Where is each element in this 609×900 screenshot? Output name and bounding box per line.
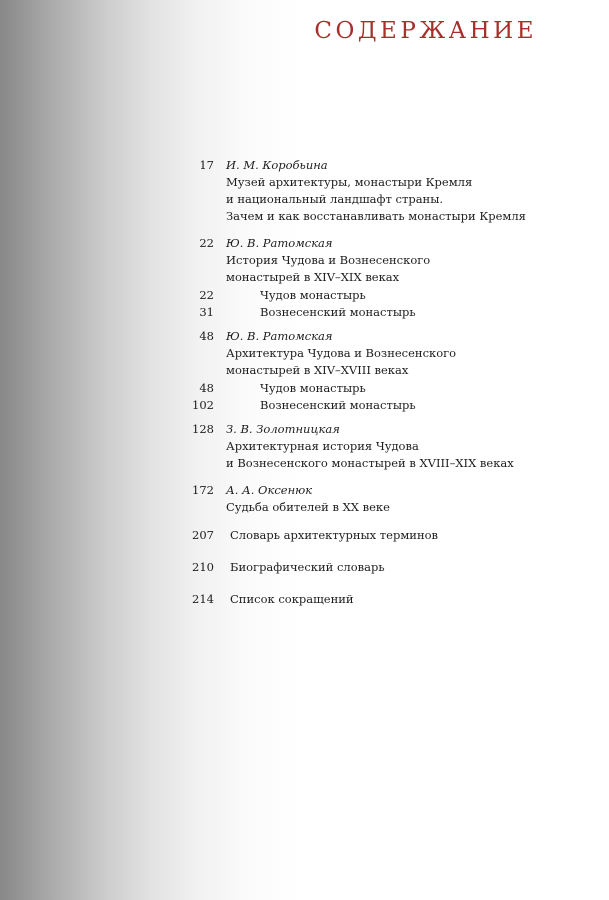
toc-title-line: и национальный ландшафт страны. [226, 192, 444, 206]
toc-page-number: 214 [192, 592, 214, 606]
toc-page-number: 128 [192, 422, 214, 436]
toc-sub-title: Чудов монастырь [260, 288, 366, 302]
toc-page-number: 22 [199, 236, 214, 250]
toc-page-number: 48 [199, 329, 214, 343]
toc-author: Ю. В. Ратомская [226, 236, 333, 250]
toc-author: А. А. Оксенюк [226, 483, 313, 497]
toc-sub-title: Вознесенский монастырь [260, 305, 416, 319]
toc-sub-page-number: 48 [199, 381, 214, 395]
toc-page-number: 210 [192, 560, 214, 574]
toc-sub-title: Вознесенский монастырь [260, 398, 416, 412]
toc-author: З. В. Золотницкая [226, 422, 340, 436]
toc-title-line: и Вознесенского монастырей в XVIII–XIX веках [226, 456, 514, 470]
toc-title-line: монастырей в XIV–XVIII веках [226, 363, 409, 377]
toc-title-line: Зачем и как восстанавливать монастыри Кремля [226, 209, 526, 223]
toc-sub-page-number: 102 [192, 398, 214, 412]
toc-title-line: Судьба обителей в XX веке [226, 500, 390, 514]
toc-author: Ю. В. Ратомская [226, 329, 333, 343]
toc-title-line: Архитектурная история Чудова [226, 439, 419, 453]
toc-sub-page-number: 22 [199, 288, 214, 302]
toc-author: И. М. Коробьина [226, 158, 328, 172]
toc-title-line: История Чудова и Вознесенского [226, 253, 431, 267]
toc-page-number: 17 [199, 158, 214, 172]
toc-title-line: Биографический словарь [230, 560, 385, 574]
page-title: СОДЕРЖАНИЕ [314, 18, 537, 44]
toc-title-line: Словарь архитектурных терминов [230, 528, 439, 542]
toc-page-number: 207 [192, 528, 214, 542]
toc-page-number: 172 [192, 483, 214, 497]
toc-sub-page-number: 31 [199, 305, 214, 319]
toc-title-line: Музей архитектуры, монастыри Кремля [226, 175, 473, 189]
toc-title-line: монастырей в XIV–XIX веках [226, 270, 400, 284]
toc-title-line: Список сокращений [230, 592, 354, 606]
toc-sub-title: Чудов монастырь [260, 381, 366, 395]
toc-title-line: Архитектура Чудова и Вознесенского [226, 346, 457, 360]
